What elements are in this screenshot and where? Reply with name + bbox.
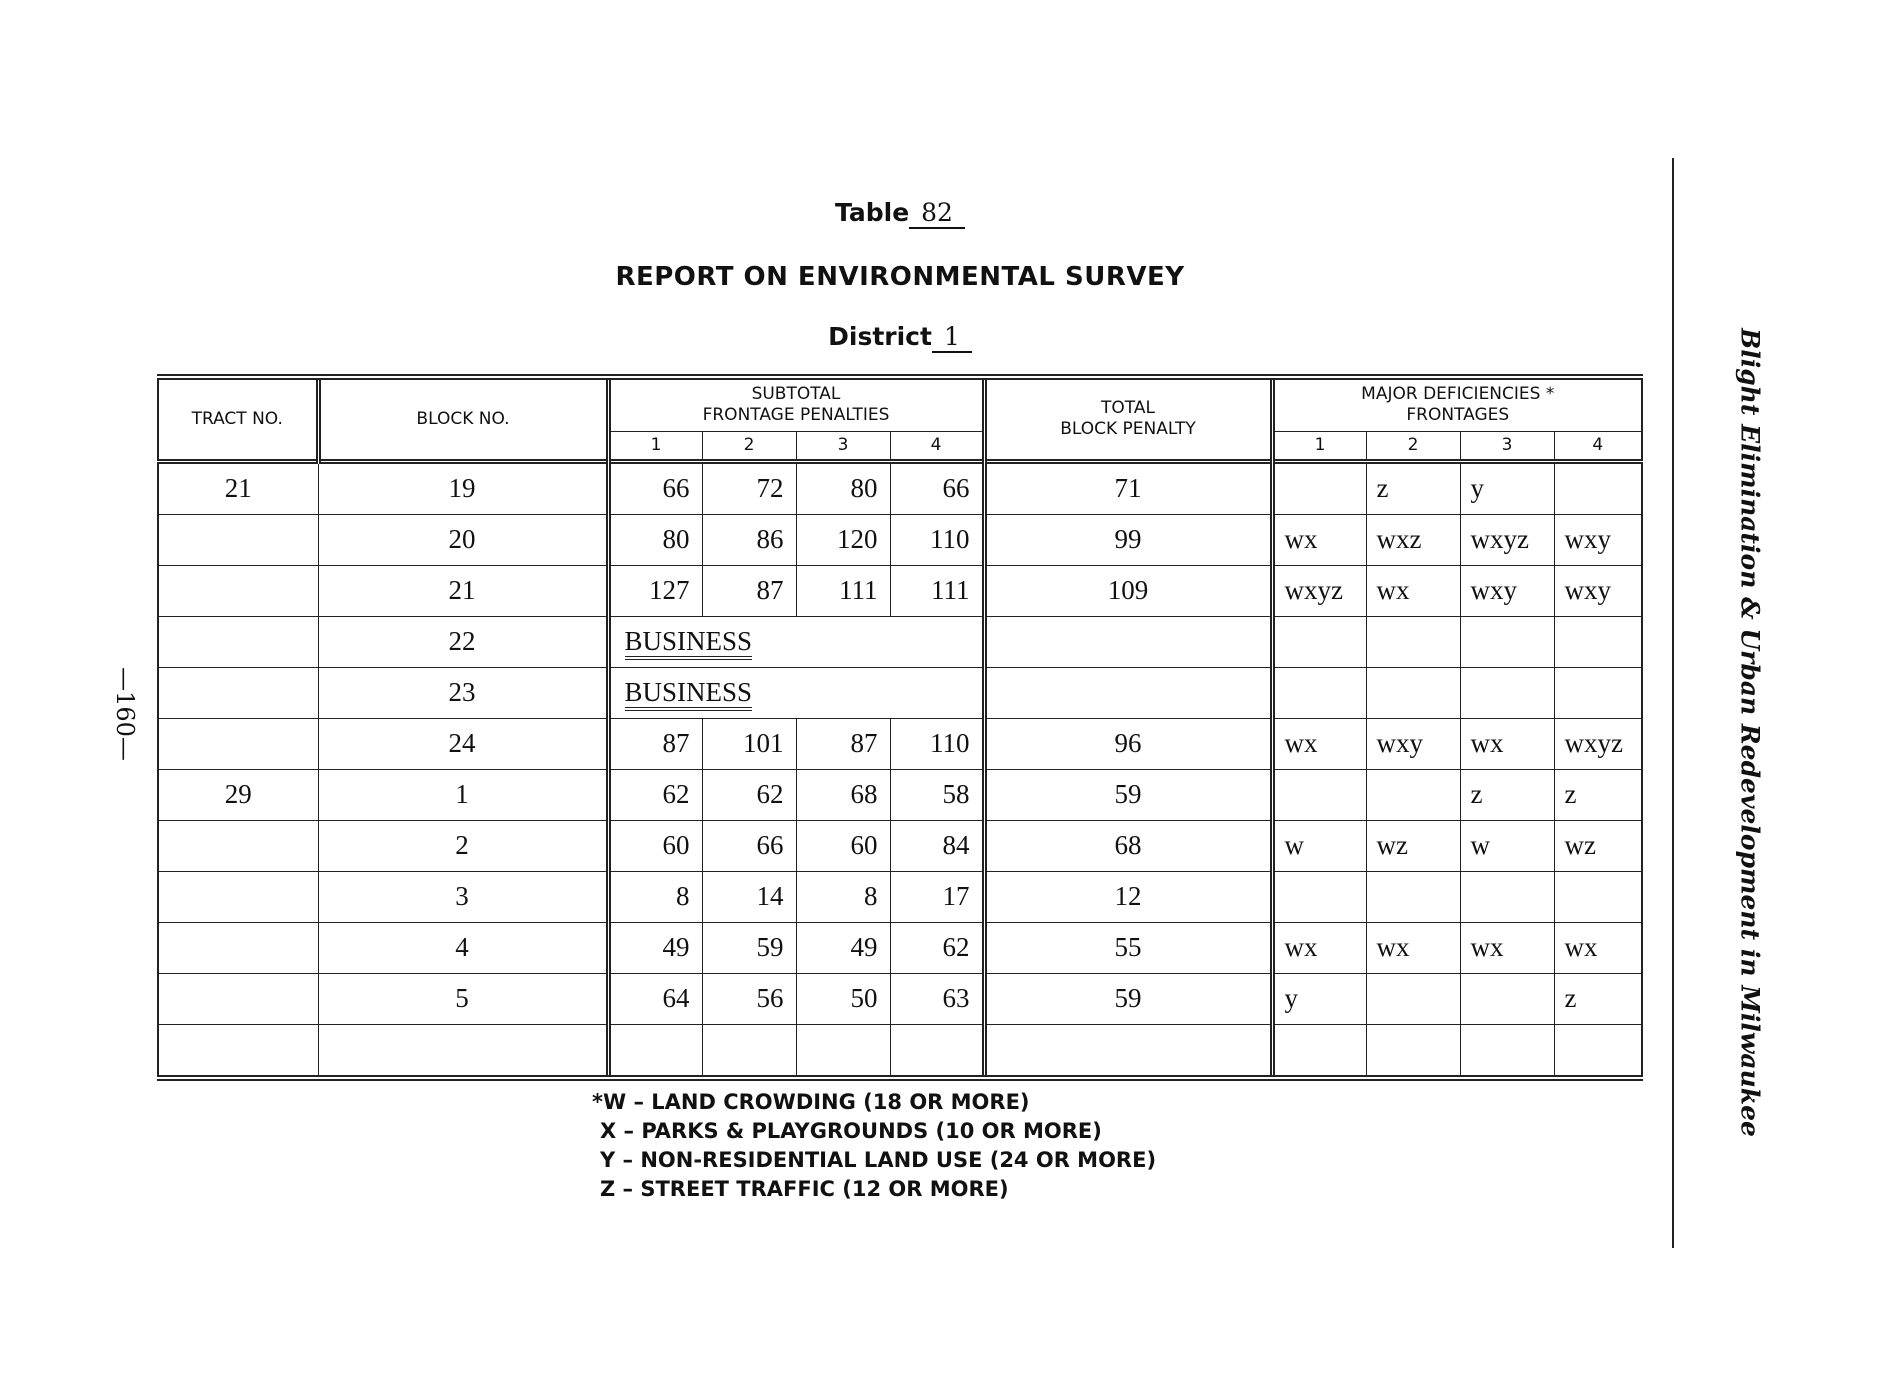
empty-cell — [702, 1024, 796, 1078]
deficiency-cell: wxy — [1460, 565, 1554, 616]
total-penalty-cell: 96 — [984, 718, 1272, 769]
block-cell: 1 — [318, 769, 608, 820]
district-label: District — [828, 322, 932, 351]
deficiency-cell — [1554, 871, 1642, 922]
deficiency-cell: z — [1366, 461, 1460, 514]
table-row — [158, 514, 1642, 565]
environmental-survey-table — [157, 374, 1643, 1081]
table-row — [158, 973, 1642, 1024]
tract-cell — [158, 922, 318, 973]
deficiency-cell: z — [1554, 769, 1642, 820]
penalty-cell: 64 — [608, 973, 702, 1024]
block-cell: 23 — [318, 667, 608, 718]
total-penalty-cell — [984, 667, 1272, 718]
side-title: Blight Elimination & Urban Redevelopment in Milwaukee — [1735, 328, 1765, 1137]
table-row — [158, 616, 1642, 667]
deficiency-cell: z — [1460, 769, 1554, 820]
table-row — [158, 461, 1642, 514]
penalty-cell: 127 — [608, 565, 702, 616]
penalty-cell: 111 — [796, 565, 890, 616]
tract-cell — [158, 871, 318, 922]
total-penalty-cell: 59 — [984, 769, 1272, 820]
deficiency-cell — [1554, 461, 1642, 514]
deficiency-cell — [1366, 769, 1460, 820]
deficiency-cell — [1366, 616, 1460, 667]
penalty-cell: 17 — [890, 871, 984, 922]
penalty-frontage-1-header: 1 — [608, 431, 702, 461]
empty-cell — [318, 1024, 608, 1078]
total-penalty-cell — [984, 616, 1272, 667]
empty-cell — [608, 1024, 702, 1078]
table-label: Table — [835, 198, 910, 227]
deficiency-cell: wxy — [1366, 718, 1460, 769]
business-label: BUSINESS — [625, 677, 753, 711]
deficiency-cell — [1366, 871, 1460, 922]
district-line — [0, 322, 1800, 353]
penalty-cell: 66 — [608, 461, 702, 514]
block-cell: 2 — [318, 820, 608, 871]
block-cell: 21 — [318, 565, 608, 616]
legend-item-x: X – PARKS & PLAYGROUNDS (10 OR MORE) — [600, 1119, 1102, 1143]
business-label: BUSINESS — [625, 626, 753, 660]
deficiency-cell: wx — [1366, 922, 1460, 973]
empty-cell — [1554, 1024, 1642, 1078]
block-no-header: BLOCK NO. — [318, 377, 608, 461]
penalty-cell: 86 — [702, 514, 796, 565]
margin-rule — [1672, 158, 1674, 1248]
deficiency-cell: wxy — [1554, 565, 1642, 616]
penalty-cell: 87 — [608, 718, 702, 769]
empty-cell — [158, 1024, 318, 1078]
penalty-cell: 8 — [608, 871, 702, 922]
deficiency-cell: wx — [1554, 922, 1642, 973]
deficiency-frontage-4-header: 4 — [1554, 431, 1642, 461]
report-title: REPORT ON ENVIRONMENTAL SURVEY — [615, 262, 1185, 292]
table-row — [158, 820, 1642, 871]
deficiency-cell — [1460, 616, 1554, 667]
total-penalty-cell: 59 — [984, 973, 1272, 1024]
major-header-line1: MAJOR DEFICIENCIES * — [1361, 384, 1555, 405]
total-penalty-cell: 99 — [984, 514, 1272, 565]
penalty-cell: 62 — [702, 769, 796, 820]
total-header — [984, 377, 1272, 461]
empty-cell — [1366, 1024, 1460, 1078]
penalty-cell: 62 — [890, 922, 984, 973]
penalty-cell: 60 — [796, 820, 890, 871]
deficiency-cell — [1460, 667, 1554, 718]
penalty-cell: 120 — [796, 514, 890, 565]
block-cell: 22 — [318, 616, 608, 667]
legend-item-z: Z – STREET TRAFFIC (12 OR MORE) — [600, 1177, 1009, 1201]
tract-cell: 21 — [158, 461, 318, 514]
deficiency-cell — [1366, 667, 1460, 718]
subtotal-header-line2: FRONTAGE PENALTIES — [702, 405, 890, 426]
table-row — [158, 667, 1642, 718]
business-cell — [608, 667, 984, 718]
deficiency-cell — [1272, 461, 1366, 514]
total-penalty-cell: 12 — [984, 871, 1272, 922]
penalty-cell: 66 — [702, 820, 796, 871]
deficiency-legend — [592, 1088, 1156, 1204]
penalty-cell: 60 — [608, 820, 702, 871]
table-body — [158, 461, 1642, 1078]
major-header-line2: FRONTAGES — [1406, 405, 1510, 426]
table-row — [158, 718, 1642, 769]
penalty-cell: 59 — [702, 922, 796, 973]
penalty-cell: 80 — [796, 461, 890, 514]
total-penalty-cell: 55 — [984, 922, 1272, 973]
penalty-cell: 63 — [890, 973, 984, 1024]
deficiency-cell: wxy — [1554, 514, 1642, 565]
deficiency-cell — [1272, 769, 1366, 820]
legend-item-y: Y – NON-RESIDENTIAL LAND USE (24 OR MORE) — [600, 1148, 1157, 1172]
deficiency-cell: wx — [1460, 718, 1554, 769]
deficiency-cell: wx — [1272, 718, 1366, 769]
block-cell: 3 — [318, 871, 608, 922]
total-header-line2: BLOCK PENALTY — [1060, 419, 1196, 440]
table-row — [158, 565, 1642, 616]
deficiency-cell — [1554, 667, 1642, 718]
deficiency-cell — [1460, 973, 1554, 1024]
total-penalty-cell: 71 — [984, 461, 1272, 514]
tract-cell — [158, 565, 318, 616]
penalty-cell: 111 — [890, 565, 984, 616]
tract-cell — [158, 973, 318, 1024]
deficiency-cell — [1272, 667, 1366, 718]
subtotal-header — [608, 377, 984, 431]
table-number-line — [0, 198, 1800, 229]
deficiency-cell: w — [1460, 820, 1554, 871]
total-penalty-cell: 68 — [984, 820, 1272, 871]
block-cell: 20 — [318, 514, 608, 565]
penalty-cell: 62 — [608, 769, 702, 820]
total-penalty-cell: 109 — [984, 565, 1272, 616]
block-cell: 4 — [318, 922, 608, 973]
penalty-cell: 8 — [796, 871, 890, 922]
penalty-cell: 101 — [702, 718, 796, 769]
deficiency-cell: w — [1272, 820, 1366, 871]
deficiency-cell: wxyz — [1554, 718, 1642, 769]
deficiency-frontage-2-header: 2 — [1366, 431, 1460, 461]
penalty-cell: 56 — [702, 973, 796, 1024]
deficiency-cell — [1272, 616, 1366, 667]
penalty-cell: 58 — [890, 769, 984, 820]
tract-cell — [158, 616, 318, 667]
table-row — [158, 922, 1642, 973]
deficiency-cell: wz — [1366, 820, 1460, 871]
tract-cell: 29 — [158, 769, 318, 820]
table-row — [158, 769, 1642, 820]
empty-cell — [984, 1024, 1272, 1078]
deficiency-cell: wx — [1272, 922, 1366, 973]
total-header-line1: TOTAL — [1101, 398, 1155, 419]
deficiency-cell: wx — [1272, 514, 1366, 565]
table-number: 82 — [909, 198, 965, 229]
tract-cell — [158, 718, 318, 769]
deficiency-frontage-1-header: 1 — [1272, 431, 1366, 461]
penalty-cell: 110 — [890, 514, 984, 565]
tract-cell — [158, 667, 318, 718]
block-cell: 5 — [318, 973, 608, 1024]
empty-cell — [1460, 1024, 1554, 1078]
penalty-cell: 49 — [608, 922, 702, 973]
penalty-cell: 87 — [796, 718, 890, 769]
deficiency-cell: wxyz — [1272, 565, 1366, 616]
empty-cell — [890, 1024, 984, 1078]
deficiency-cell: y — [1272, 973, 1366, 1024]
tract-no-header: TRACT NO. — [158, 377, 318, 461]
penalty-cell: 50 — [796, 973, 890, 1024]
penalty-cell: 110 — [890, 718, 984, 769]
penalty-cell: 72 — [702, 461, 796, 514]
deficiency-cell: wxz — [1366, 514, 1460, 565]
penalty-cell: 68 — [796, 769, 890, 820]
penalty-cell: 66 — [890, 461, 984, 514]
deficiency-cell: wxyz — [1460, 514, 1554, 565]
deficiency-cell — [1460, 871, 1554, 922]
deficiency-cell — [1366, 973, 1460, 1024]
deficiency-cell: z — [1554, 973, 1642, 1024]
deficiency-cell: wx — [1366, 565, 1460, 616]
major-deficiencies-header — [1272, 377, 1642, 431]
empty-table-row — [158, 1024, 1642, 1078]
business-cell — [608, 616, 984, 667]
empty-cell — [1272, 1024, 1366, 1078]
tract-cell — [158, 514, 318, 565]
penalty-cell: 80 — [608, 514, 702, 565]
subtotal-header-line1: SUBTOTAL — [751, 384, 841, 405]
deficiency-cell — [1272, 871, 1366, 922]
deficiency-cell — [1554, 616, 1642, 667]
block-cell: 24 — [318, 718, 608, 769]
penalty-frontage-4-header: 4 — [890, 431, 984, 461]
deficiency-cell: wz — [1554, 820, 1642, 871]
empty-cell — [796, 1024, 890, 1078]
legend-item-w: *W – LAND CROWDING (18 OR MORE) — [592, 1090, 1030, 1114]
penalty-cell: 87 — [702, 565, 796, 616]
penalty-frontage-3-header: 3 — [796, 431, 890, 461]
deficiency-cell: wx — [1460, 922, 1554, 973]
penalty-cell: 14 — [702, 871, 796, 922]
table-row — [158, 871, 1642, 922]
district-number: 1 — [932, 322, 972, 353]
tract-cell — [158, 820, 318, 871]
penalty-cell: 49 — [796, 922, 890, 973]
penalty-cell: 84 — [890, 820, 984, 871]
deficiency-frontage-3-header: 3 — [1460, 431, 1554, 461]
deficiency-cell: y — [1460, 461, 1554, 514]
penalty-frontage-2-header: 2 — [702, 431, 796, 461]
page-number: —160— — [111, 667, 139, 761]
block-cell: 19 — [318, 461, 608, 514]
